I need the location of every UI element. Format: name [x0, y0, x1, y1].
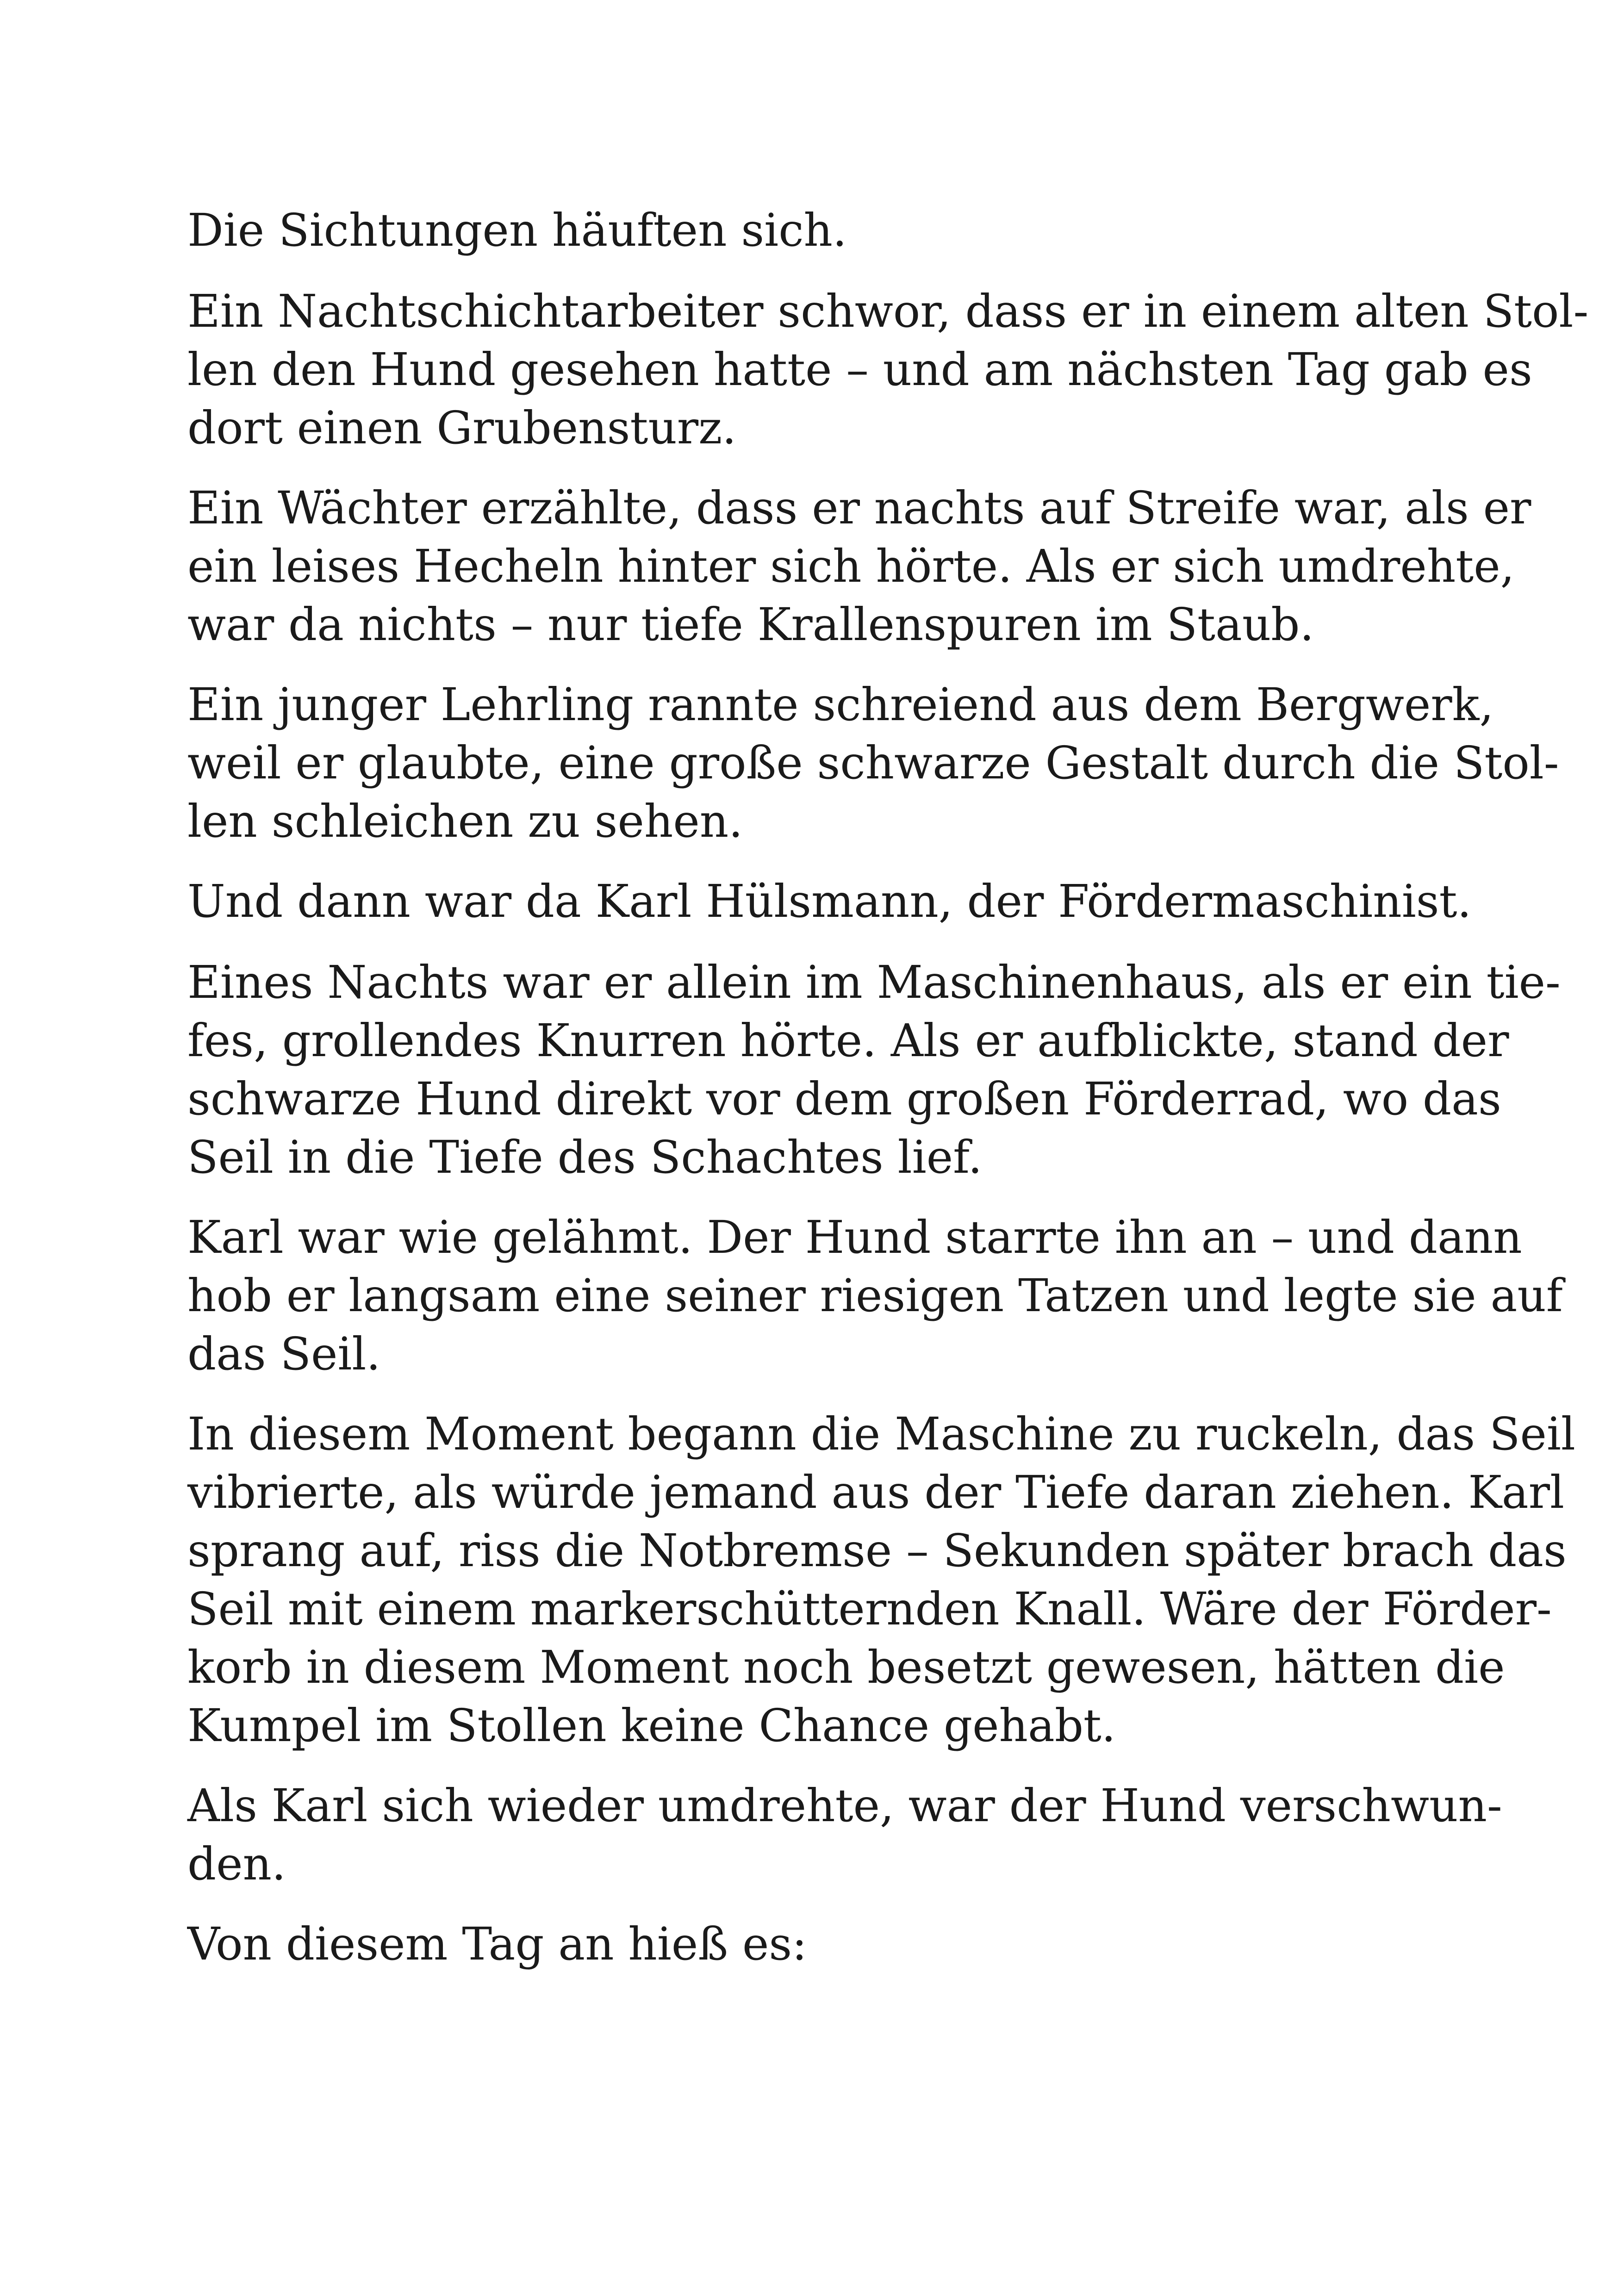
paragraph-9-line-1: Als Karl sich wieder umdrehte, war der Hund verschwun-	[187, 1780, 1502, 1832]
paragraph-2-line-2: len den Hund gesehen hatte – und am nächsten Tag gab es	[187, 343, 1532, 396]
paragraph-6-line-2: fes, grollendes Knurren hörte. Als er aufblickte, stand der	[187, 1014, 1509, 1067]
paragraph-8-line-5: korb in diesem Moment noch besetzt gewesen, hätten die	[187, 1641, 1505, 1693]
paragraph-2-line-3: dort einen Grubensturz.	[187, 402, 737, 454]
paragraph-8-line-1: In diesem Moment begann die Maschine zu ruckeln, das Seil	[187, 1408, 1575, 1460]
paragraph-5-line-1: Und dann war da Karl Hülsmann, der Fördermaschinist.	[187, 875, 1472, 927]
paragraph-8-line-3: sprang auf, riss die Notbremse – Sekunden später brach das	[187, 1524, 1567, 1577]
paragraph-9-line-2: den.	[187, 1838, 286, 1890]
paragraph-10-line-1: Von diesem Tag an hieß es:	[187, 1918, 807, 1970]
paragraph-1-line-1: Die Sichtungen häuften sich.	[187, 204, 847, 256]
paragraph-4-line-2: weil er glaubte, eine große schwarze Gestalt durch die Stol-	[187, 737, 1559, 789]
paragraph-7-line-3: das Seil.	[187, 1328, 381, 1380]
paragraph-6-line-3: schwarze Hund direkt vor dem großen Förderrad, wo das	[187, 1073, 1501, 1125]
paragraph-3-line-3: war da nichts – nur tiefe Krallenspuren im Staub.	[187, 598, 1314, 651]
paragraph-7-line-2: hob er langsam eine seiner riesigen Tatzen und legte sie auf	[187, 1269, 1563, 1322]
paragraph-8-line-4: Seil mit einem markerschütternden Knall. Wäre der Förder-	[187, 1583, 1552, 1635]
paragraph-4-line-3: len schleichen zu sehen.	[187, 795, 743, 847]
paragraph-3-line-2: ein leises Hecheln hinter sich hörte. Als er sich umdrehte,	[187, 540, 1515, 592]
paragraph-4-line-1: Ein junger Lehrling rannte schreiend aus dem Bergwerk,	[187, 678, 1494, 731]
paragraph-8-line-6: Kumpel im Stollen keine Chance gehabt.	[187, 1699, 1116, 1752]
paragraph-6-line-1: Eines Nachts war er allein im Maschinenhaus, als er ein tie-	[187, 956, 1561, 1008]
paragraph-7-line-1: Karl war wie gelähmt. Der Hund starrte ihn an – und dann	[187, 1211, 1522, 1263]
paragraph-3-line-1: Ein Wächter erzählte, dass er nachts auf Streife war, als er	[187, 482, 1531, 534]
paragraph-8-line-2: vibrierte, als würde jemand aus der Tiefe daran ziehen. Karl	[187, 1466, 1565, 1518]
paragraph-2-line-1: Ein Nachtschichtarbeiter schwor, dass er in einem alten Stol-	[187, 285, 1589, 337]
paragraph-6-line-4: Seil in die Tiefe des Schachtes lief.	[187, 1131, 983, 1183]
